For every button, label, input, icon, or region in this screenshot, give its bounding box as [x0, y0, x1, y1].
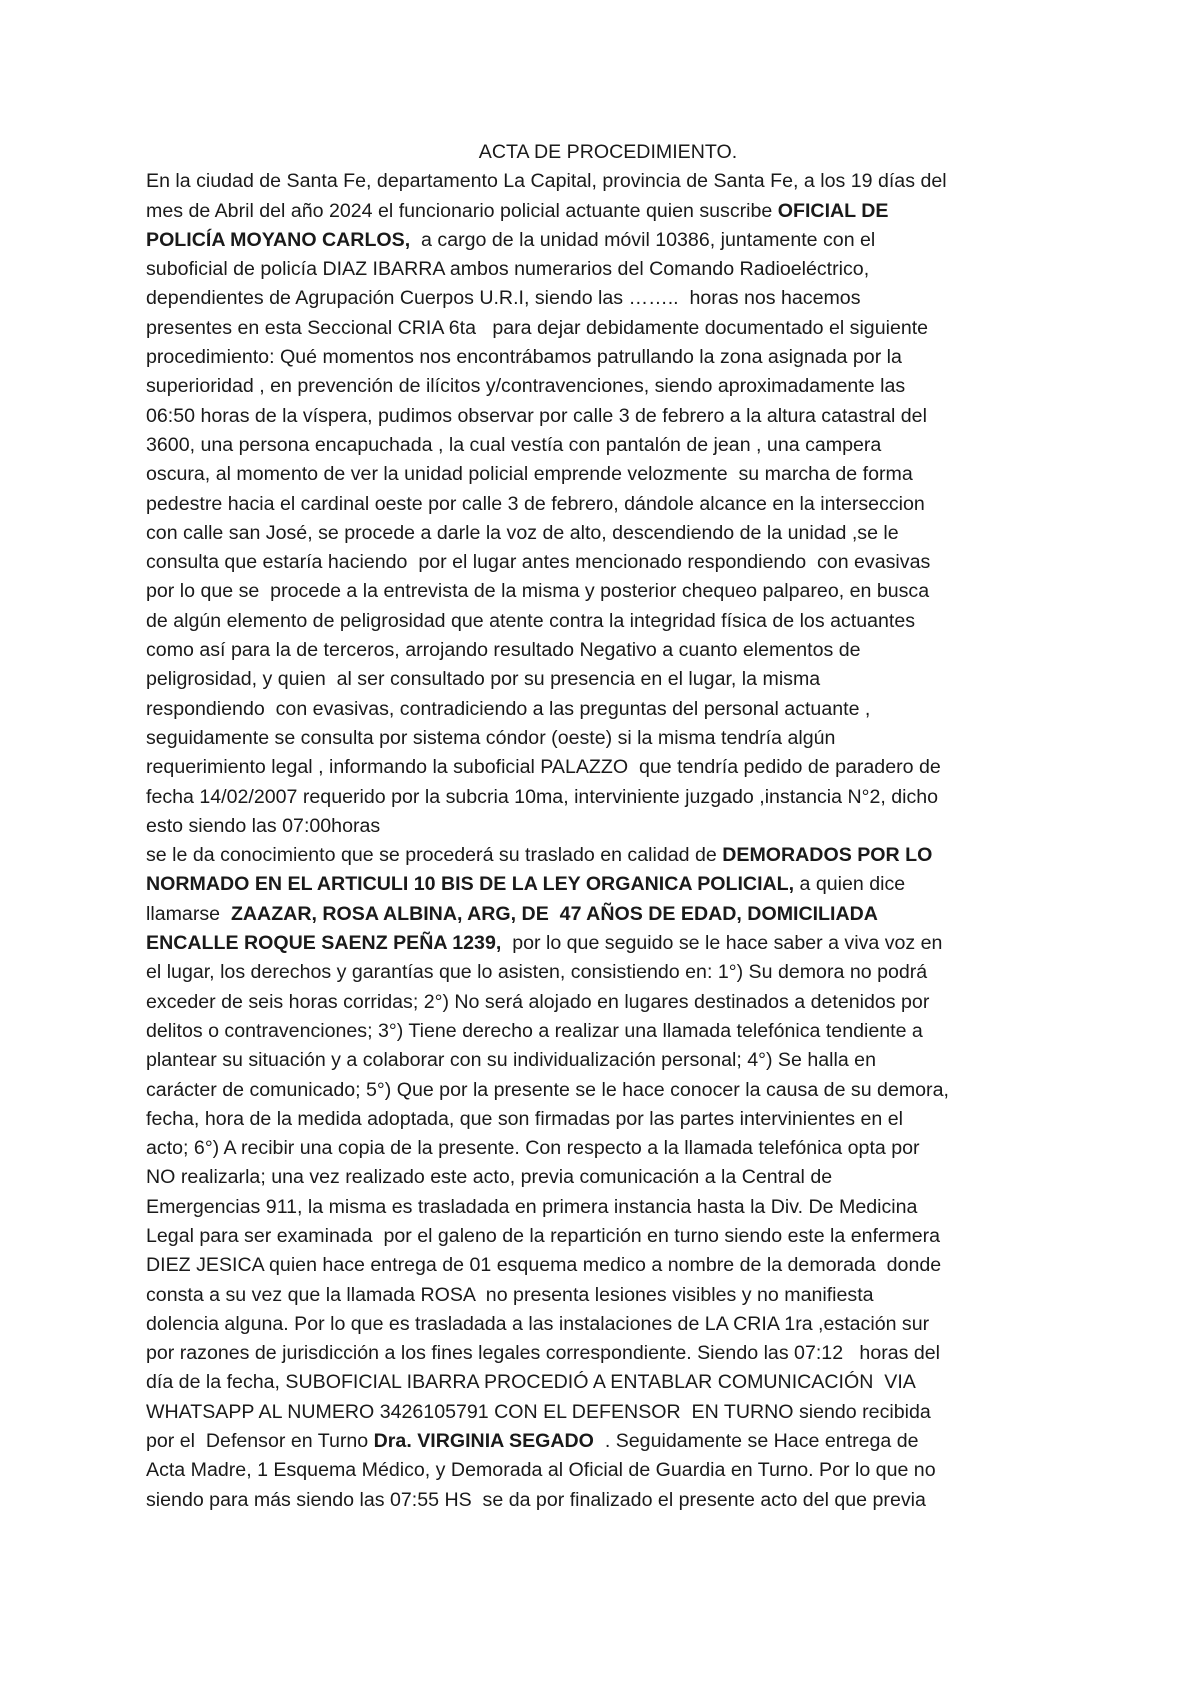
body-line — [146, 460, 1070, 489]
body-line — [146, 1486, 1070, 1515]
body-line — [146, 870, 1070, 899]
body-text: por razones de jurisdicción a los fines legales correspondiente. Siendo las 07:12 horas del — [146, 1342, 941, 1365]
body-line — [146, 1368, 1070, 1397]
body-line — [146, 431, 1070, 460]
body-line — [146, 1398, 1070, 1427]
body-text: llamarse — [146, 902, 231, 925]
body-text: por lo que se procede a la entrevista de la misma y posterior chequeo palpareo, en busca — [146, 580, 930, 603]
body-line — [146, 255, 1070, 284]
body-line — [146, 1105, 1070, 1134]
body-text: dolencia alguna. Por lo que es trasladada a las instalaciones de LA CRIA 1ra ,estación sur — [146, 1312, 930, 1335]
body-text: se le da conocimiento que se procederá su traslado en calidad de — [146, 844, 723, 867]
body-text: mes de Abril del año 2024 el funcionario policial actuante quien suscribe — [146, 199, 778, 222]
body-line — [146, 841, 1070, 870]
body-line — [146, 577, 1070, 606]
body-line — [146, 402, 1070, 431]
body-text: por lo que seguido se le hace saber a viva voz en — [501, 932, 943, 955]
body-text: delitos o contravenciones; 3°) Tiene derecho a realizar una llamada telefónica tendiente a — [146, 1019, 923, 1042]
body-line — [146, 695, 1070, 724]
body-line — [146, 929, 1070, 958]
body-text: superioridad , en prevención de ilícitos y/contravenciones, siendo aproximadamente las — [146, 375, 906, 398]
body-text: carácter de comunicado; 5°) Que por la presente se le hace conocer la causa de su demora, — [146, 1078, 949, 1101]
body-line — [146, 1310, 1070, 1339]
body-line — [146, 1046, 1070, 1075]
body-text: fecha 14/02/2007 requerido por la subcria 10ma, interviniente juzgado ,instancia N°2, dicho — [146, 785, 939, 808]
body-text: exceder de seis horas corridas; 2°) No será alojado en lugares destinados a detenidos por — [146, 990, 930, 1013]
body-text: procedimiento: Qué momentos nos encontrábamos patrullando la zona asignada por la — [146, 346, 902, 369]
body-text: oscura, al momento de ver la unidad policial emprende velozmente su marcha de forma — [146, 463, 913, 486]
body-text: acto; 6°) A recibir una copia de la presente. Con respecto a la llamada telefónica opta por — [146, 1137, 920, 1160]
body-text: a quien dice — [794, 873, 906, 896]
body-line — [146, 1339, 1070, 1368]
body-text: presentes en esta Seccional CRIA 6ta para dejar debidamente documentado el siguiente — [146, 316, 929, 339]
body-line — [146, 724, 1070, 753]
body-text: respondiendo con evasivas, contradiciendo a las preguntas del personal actuante , — [146, 697, 871, 720]
body-text: por el Defensor en Turno — [146, 1430, 374, 1453]
body-text: DIEZ JESICA quien hace entrega de 01 esquema medico a nombre de la demorada donde — [146, 1254, 942, 1277]
body-text: consulta que estaría haciendo por el lugar antes mencionado respondiendo con evasivas — [146, 551, 931, 574]
bold-text: ENCALLE ROQUE SAENZ PEÑA 1239, — [146, 932, 502, 955]
document-body — [146, 167, 1070, 1515]
body-text: día de la fecha, SUBOFICIAL IBARRA PROCEDIÓ A ENTABLAR COMUNICACIÓN VIA — [146, 1371, 916, 1394]
body-text: . Seguidamente se Hace entrega de — [593, 1430, 919, 1453]
bold-text: DEMORADOS POR LO — [722, 844, 933, 867]
body-line — [146, 284, 1070, 313]
body-line — [146, 1163, 1070, 1192]
bold-text: NORMADO EN EL ARTICULI 10 BIS DE LA LEY ORGANICA POLICIAL, — [146, 873, 795, 896]
body-line — [146, 1193, 1070, 1222]
body-text: como así para la de terceros, arrojando resultado Negativo a cuanto elementos de — [146, 639, 861, 662]
body-text: Emergencias 911, la misma es trasladada en primera instancia hasta la Div. De Medicina — [146, 1195, 918, 1218]
body-text: 06:50 horas de la víspera, pudimos observar por calle 3 de febrero a la altura catastral del — [146, 404, 927, 427]
body-text: dependientes de Agrupación Cuerpos U.R.I, siendo las …….. horas nos hacemos — [146, 287, 861, 310]
bold-text: POLICÍA MOYANO CARLOS, — [146, 228, 411, 251]
body-line — [146, 1251, 1070, 1280]
body-text: fecha, hora de la medida adoptada, que son firmadas por las partes intervinientes en el — [146, 1107, 904, 1130]
body-line — [146, 1076, 1070, 1105]
body-text: Acta Madre, 1 Esquema Médico, y Demorada al Oficial de Guardia en Turno. Por lo que no — [146, 1459, 936, 1482]
body-line — [146, 490, 1070, 519]
bold-text: ZAAZAR, ROSA ALBINA, ARG, DE 47 AÑOS DE EDAD, DOMICILIADA — [230, 902, 878, 925]
body-text: WHATSAPP AL NUMERO 3426105791 CON EL DEFENSOR EN TURNO siendo recibida — [146, 1400, 931, 1423]
body-line — [146, 988, 1070, 1017]
body-text: el lugar, los derechos y garantías que lo asisten, consistiendo en: 1°) Su demora no podrá — [146, 961, 928, 984]
body-text: requerimiento legal , informando la suboficial PALAZZO que tendría pedido de paradero de — [146, 756, 941, 779]
body-line — [146, 343, 1070, 372]
body-line — [146, 783, 1070, 812]
body-line — [146, 900, 1070, 929]
body-line — [146, 226, 1070, 255]
body-line — [146, 1456, 1070, 1485]
document-page — [146, 138, 1070, 1515]
body-line — [146, 753, 1070, 782]
body-line — [146, 1281, 1070, 1310]
body-text: siendo para más siendo las 07:55 HS se da por finalizado el presente acto del que previa — [146, 1488, 926, 1511]
body-text: En la ciudad de Santa Fe, departamento La Capital, provincia de Santa Fe, a los 19 días del — [146, 170, 947, 193]
body-text: NO realizarla; una vez realizado este acto, previa comunicación a la Central de — [146, 1166, 833, 1189]
body-line — [146, 958, 1070, 987]
body-text: a cargo de la unidad móvil 10386, juntamente con el — [410, 228, 876, 251]
body-line — [146, 372, 1070, 401]
body-text: suboficial de policía DIAZ IBARRA ambos numerarios del Comando Radioeléctrico, — [146, 258, 870, 281]
body-line — [146, 519, 1070, 548]
body-text: esto siendo las 07:00horas — [146, 814, 381, 837]
bold-text: OFICIAL DE — [777, 199, 889, 222]
body-line — [146, 197, 1070, 226]
body-line — [146, 548, 1070, 577]
body-text: consta a su vez que la llamada ROSA no presenta lesiones visibles y no manifiesta — [146, 1283, 874, 1306]
body-text: con calle san José, se procede a darle la voz de alto, descendiendo de la unidad ,se le — [146, 521, 899, 544]
body-line — [146, 636, 1070, 665]
body-text: peligrosidad, y quien al ser consultado por su presencia en el lugar, la misma — [146, 668, 821, 691]
body-text: 3600, una persona encapuchada , la cual vestía con pantalón de jean , una campera — [146, 433, 882, 456]
body-line — [146, 314, 1070, 343]
body-line — [146, 1017, 1070, 1046]
body-line — [146, 1222, 1070, 1251]
body-text: de algún elemento de peligrosidad que atente contra la integridad física de los actuantes — [146, 609, 916, 632]
body-text: Legal para ser examinada por el galeno de la repartición en turno siendo este la enfermera — [146, 1224, 941, 1247]
body-line — [146, 167, 1070, 196]
body-text: plantear su situación y a colaborar con su individualización personal; 4°) Se halla en — [146, 1049, 876, 1072]
bold-text: Dra. VIRGINIA SEGADO — [373, 1430, 594, 1453]
body-line — [146, 1427, 1070, 1456]
body-text: seguidamente se consulta por sistema cóndor (oeste) si la misma tendría algún — [146, 726, 836, 749]
body-line — [146, 665, 1070, 694]
body-line — [146, 607, 1070, 636]
body-line — [146, 1134, 1070, 1163]
document-title: ACTA DE PROCEDIMIENTO. — [478, 141, 738, 163]
body-line — [146, 812, 1070, 841]
body-text: pedestre hacia el cardinal oeste por calle 3 de febrero, dándole alcance en la interseccion — [146, 492, 925, 515]
